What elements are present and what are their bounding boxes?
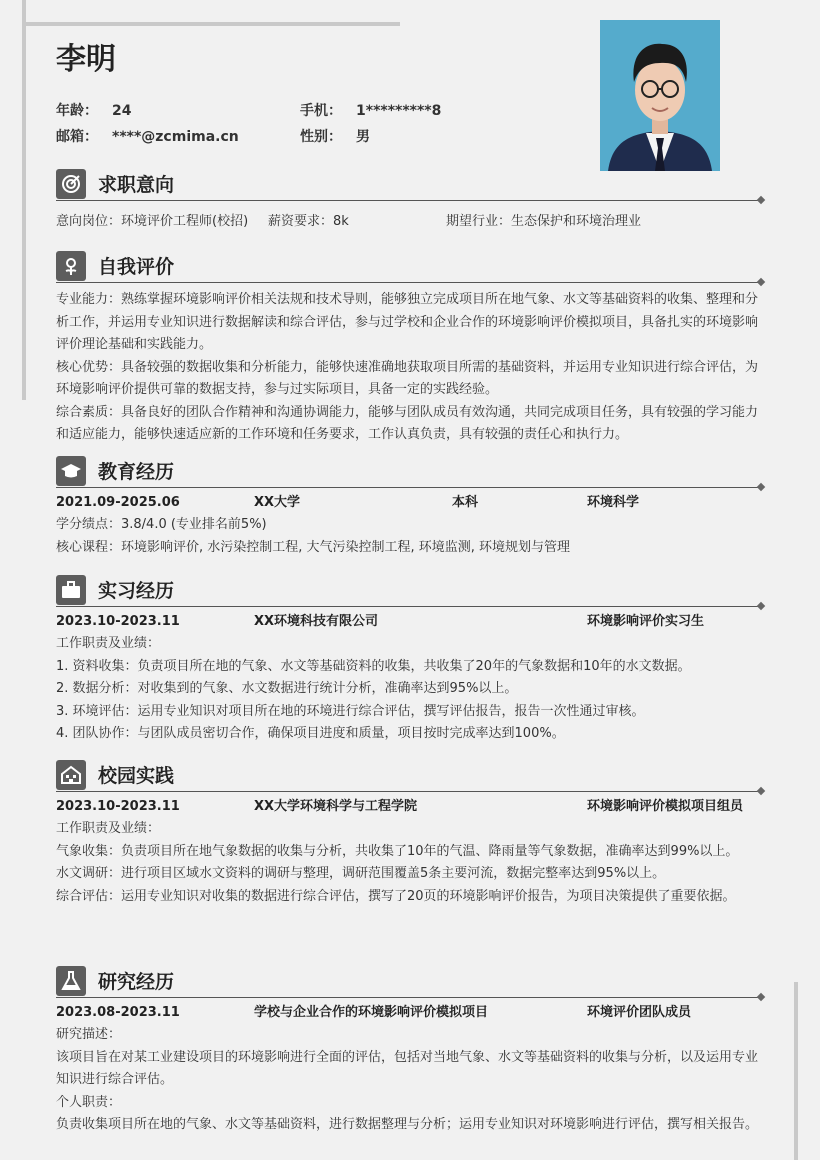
building-icon (56, 760, 86, 790)
section-title: 求职意向 (98, 174, 175, 196)
duties-intro: 工作职责及业绩： (56, 821, 161, 836)
research-row (56, 1002, 765, 1024)
section-internship (56, 575, 765, 746)
section-title: 自我评价 (98, 256, 175, 278)
phone-value: 1*********8 (356, 103, 442, 119)
salary-expectation: 薪资要求：8k (268, 214, 349, 229)
profile-photo (600, 20, 720, 171)
divider-diamond (757, 196, 765, 204)
phone-label: 手机： (300, 103, 342, 119)
divider-diamond (757, 993, 765, 1001)
decorative-bar-right (794, 982, 798, 1160)
research-duty: 负责收集项目所在地的气象、水文等基础资料，进行数据整理与分析；运用专业知识对环境影响进行评估，撰写相关报告。 (56, 1117, 759, 1132)
duty-item: 气象收集：负责项目所在地气象数据的收集与分析，共收集了10年的气温、降雨量等气象数据，准确率达到99%以上。 (56, 843, 739, 859)
target-icon (56, 169, 86, 199)
divider-diamond (757, 483, 765, 491)
duty-item: 4. 团队协作：与团队成员密切合作，确保项目进度和质量，项目按时完成率达到100%。 (56, 726, 565, 741)
decorative-bar-top (22, 22, 400, 26)
email-info (56, 127, 239, 147)
campus-period: 2023.10-2023.11 (56, 799, 180, 814)
education-period: 2021.09-2025.06 (56, 495, 180, 510)
section-header (56, 169, 765, 203)
degree: 本科 (452, 495, 479, 510)
school-name: XX大学 (254, 495, 301, 510)
divider-diamond (757, 602, 765, 610)
section-divider (56, 282, 759, 283)
section-divider (56, 200, 759, 201)
divider-diamond (757, 787, 765, 795)
section-divider (56, 487, 759, 488)
campus-org: XX大学环境科学与工程学院 (254, 799, 418, 814)
age-label: 年龄： (56, 103, 98, 119)
internship-role: 环境影响评价实习生 (587, 614, 705, 629)
intended-position: 意向岗位：环境评价工程师(校招) (56, 214, 249, 229)
gender-info (300, 127, 370, 147)
section-header (56, 251, 765, 285)
duties-intro: 工作职责及业绩： (56, 636, 161, 651)
age-value: 24 (112, 103, 132, 119)
section-header (56, 456, 765, 490)
research-period: 2023.08-2023.11 (56, 1005, 180, 1020)
campus-role: 环境影响评价模拟项目组员 (587, 799, 744, 814)
divider-diamond (757, 278, 765, 286)
duty-item: 水文调研：进行项目区域水文资料的调研与整理，调研范围覆盖5条主要河流，数据完整率达到95%以上。 (56, 866, 666, 881)
phone-info (300, 101, 441, 121)
internship-period: 2023.10-2023.11 (56, 614, 180, 629)
flower-icon (56, 251, 86, 281)
duty-item: 综合评估：运用专业知识对收集的数据进行综合评估，撰写了20页的环境影响评价报告，为项目决策提供了重要依据。 (56, 888, 736, 904)
email-label: 邮箱： (56, 129, 98, 145)
candidate-name: 李明 (56, 42, 116, 77)
core-courses: 核心课程：环境影响评价, 水污染控制工程, 大气污染控制工程, 环境监测, 环境规划与管理 (56, 539, 571, 555)
section-education (56, 456, 765, 559)
section-header (56, 760, 765, 794)
self-eval-paragraph: 核心优势：具备较强的数据收集和分析能力，能够快速准确地获取项目所需的基础资料，并运用专业知识进行综合评估，为环境影响评价提供可靠的数据支持，参与过实际项目，具备一定的实践经验。 (56, 359, 759, 397)
section-research (56, 966, 765, 1137)
section-campus (56, 760, 765, 908)
section-header (56, 966, 765, 1000)
gender-value: 男 (356, 129, 370, 145)
gpa: 学分绩点：3.8/4.0 (专业排名前5%) (56, 517, 267, 532)
email-value: ****@zcmima.cn (112, 129, 239, 145)
section-title: 研究经历 (98, 971, 175, 993)
section-divider (56, 791, 759, 792)
graduation-cap-icon (56, 456, 86, 486)
duty-item: 2. 数据分析：对收集到的气象、水文数据进行统计分析，准确率达到95%以上。 (56, 681, 518, 696)
research-project: 学校与企业合作的环境影响评价模拟项目 (254, 1005, 489, 1020)
briefcase-icon (56, 575, 86, 605)
internship-row (56, 611, 765, 633)
section-title: 教育经历 (98, 461, 175, 483)
research-desc-label: 研究描述： (56, 1027, 122, 1042)
self-eval-paragraph: 专业能力：熟练掌握环境影响评价相关法规和技术导则，能够独立完成项目所在地气象、水文等基础资料的收集、整理和分析工作，并运用专业知识进行数据解读和综合评估，参与过学校和企业合作的环境影响评价模拟项目，具备扎实的环境影响评价理论基础和实践能力。 (56, 292, 759, 352)
decorative-bar-left (22, 0, 26, 400)
duty-item: 1. 资料收集：负责项目所在地的气象、水文等基础资料的收集，共收集了20年的气象数据和10年的水文数据。 (56, 658, 691, 674)
section-divider (56, 606, 759, 607)
section-title: 实习经历 (98, 580, 175, 602)
section-divider (56, 997, 759, 998)
job-intent-row (56, 211, 765, 233)
research-desc: 该项目旨在对某工业建设项目的环境影响进行全面的评估，包括对当地气象、水文等基础资料的收集与分析，以及运用专业知识进行综合评估。 (56, 1049, 759, 1087)
gender-label: 性别： (300, 129, 342, 145)
section-header (56, 575, 765, 609)
campus-row (56, 796, 765, 818)
age-info (56, 101, 131, 121)
section-self-eval (56, 251, 765, 447)
duty-label: 个人职责： (56, 1094, 122, 1110)
research-role: 环境评价团队成员 (587, 1005, 692, 1020)
section-title: 校园实践 (98, 765, 175, 787)
duty-item: 3. 环境评估：运用专业知识对项目所在地的环境进行综合评估，撰写评估报告，报告一次性通过审核。 (56, 703, 645, 719)
major: 环境科学 (587, 495, 640, 510)
flask-icon (56, 966, 86, 996)
section-job-intent (56, 169, 765, 233)
self-eval-paragraph: 综合素质：具备良好的团队合作精神和沟通协调能力，能够与团队成员有效沟通，共同完成项目任务，具有较强的学习能力和适应能力，能够快速适应新的工作环境和任务要求，工作认真负责，具有较强的责任心和执行力。 (56, 404, 759, 442)
education-row (56, 492, 765, 514)
self-eval-body (56, 289, 765, 447)
company-name: XX环境科技有限公司 (254, 614, 379, 629)
expected-industry: 期望行业：生态保护和环境治理业 (446, 214, 642, 229)
